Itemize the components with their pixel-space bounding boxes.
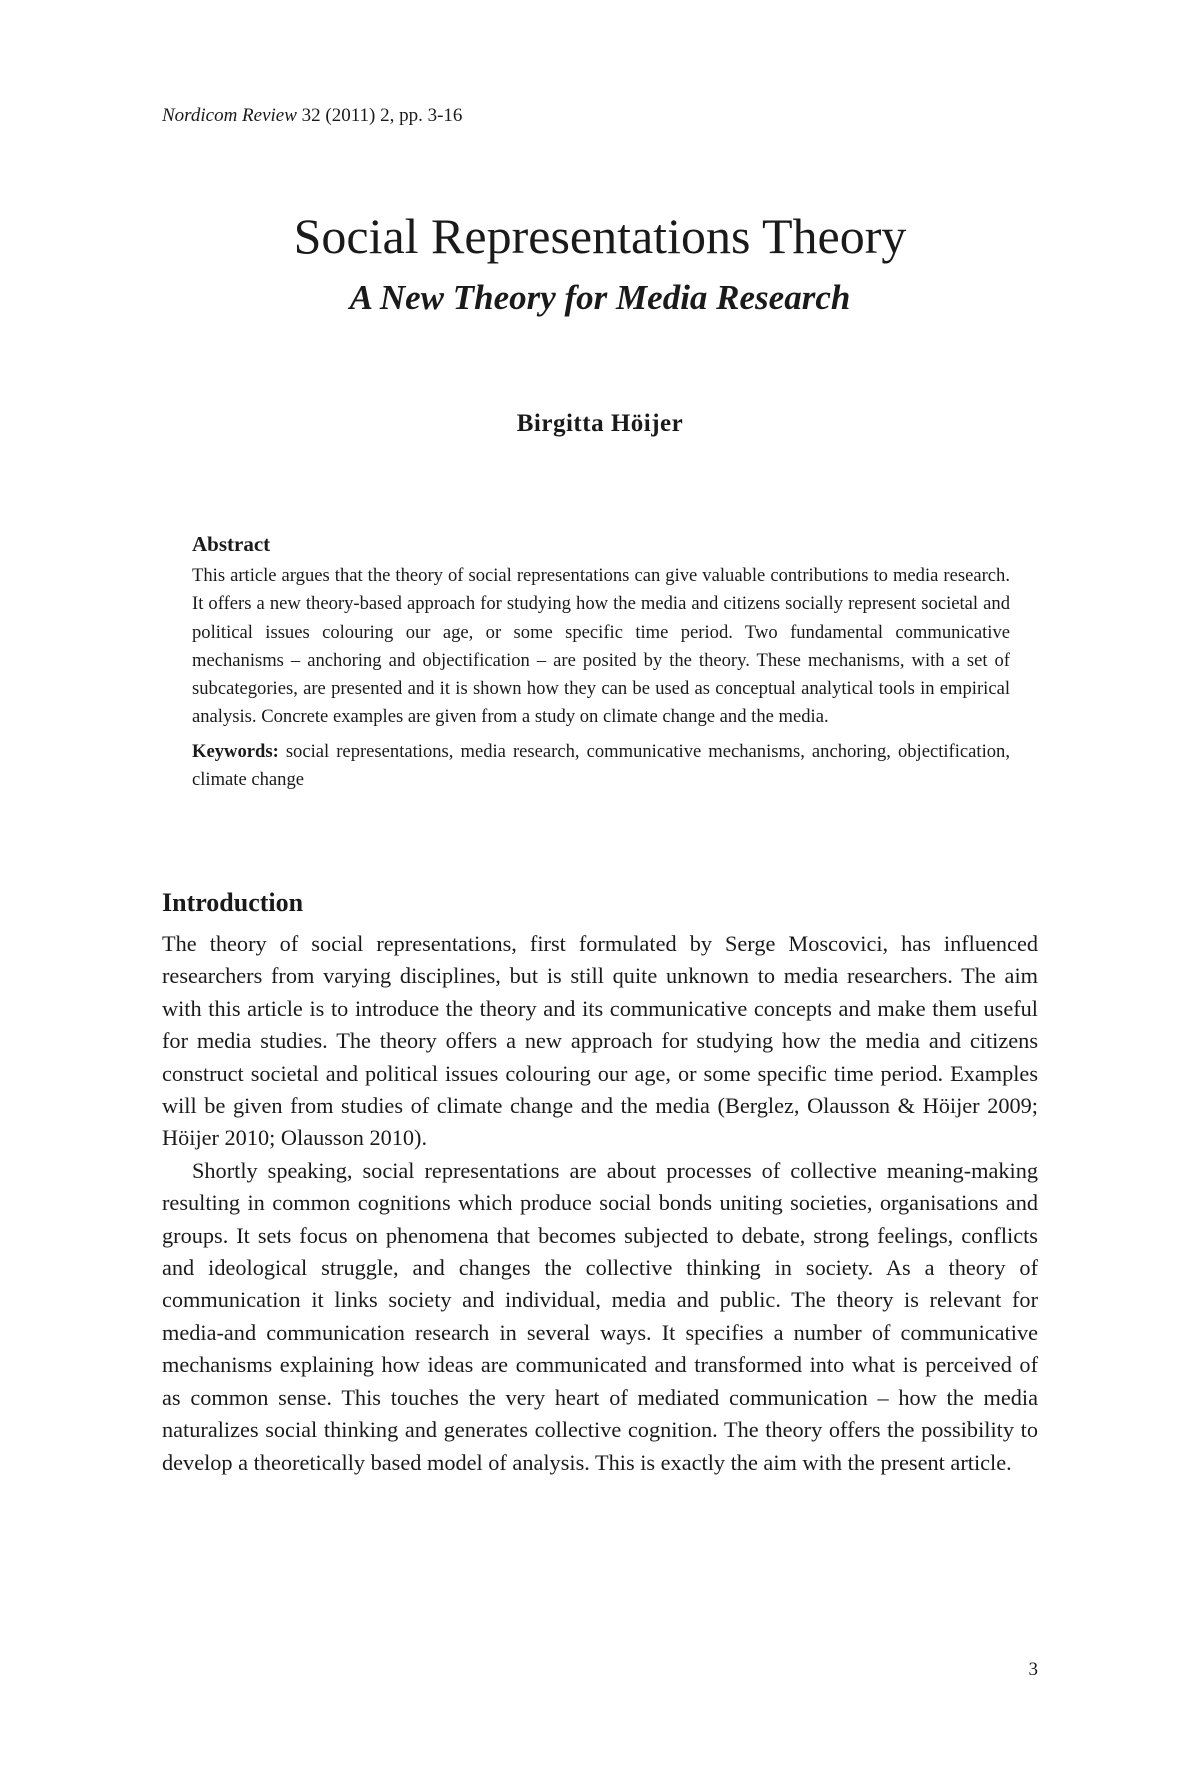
body-paragraph: Shortly speaking, social representations are about processes of collective meaning-making resulting in common cognitions which produce social bonds uniting societies, organisations and groups. It sets focus on phenomena that becomes subjected to debate, strong feelings, conflicts and ideological struggle, and changes the collective thinking in society. As a theory of communication it links society and individual, media and public. The theory is relevant for media-and communication research in several ways. It specifies a number of communicative mechanisms explaining how ideas are communicated and transformed into what is perceived of as common sense. This touches the very heart of mediated communication – how the media naturalizes social thinking and generates collective cognition. The theory offers the possibility to develop a theoretically based model of analysis. This is exactly the aim with the present article.: [162, 1157, 1038, 1475]
article-title: Social Representations Theory: [293, 208, 907, 264]
page-number: 3: [1028, 1659, 1038, 1680]
journal-reference: [162, 104, 462, 128]
author-name: Birgitta Höijer: [516, 410, 684, 437]
introduction-body: [162, 928, 1038, 1479]
journal-issue: 32 (2011) 2, pp. 3-16: [296, 105, 463, 126]
abstract-section: [192, 530, 1010, 794]
journal-name: Nordicom Review: [162, 105, 297, 126]
keywords-label: Keywords:: [192, 740, 279, 762]
keywords-text: social representations, media research, communicative mechanisms, anchoring, objectification, climate change: [192, 740, 1010, 791]
abstract-text: This article argues that the theory of social representations can give valuable contributions to media research. It offers a new theory-based approach for studying how the media and citizens socially represent societal and political issues colouring our age, or some specific time period. Two fundamental communicative mechanisms – anchoring and objectification – are posited by the theory. These mechanisms, with a set of subcategories, are presented and it is shown how they can be used as conceptual analytical tools in empirical analysis. Concrete examples are given from a study on climate change and the media.: [192, 565, 1010, 728]
introduction-heading: Introduction: [162, 888, 304, 917]
article-subtitle: A New Theory for Media Research: [349, 278, 851, 317]
body-paragraph: The theory of social representations, first formulated by Serge Moscovici, has influenced researchers from varying disciplines, but is still quite unknown to media researchers. The aim with this article is to introduce the theory and its communicative concepts and make them useful for media studies. The theory offers a new approach for studying how the media and citizens construct societal and political issues colouring our age, or some specific time period. Examples will be given from studies of climate change and the media (Berglez, Olausson & Höijer 2009; Höijer 2010; Olausson 2010).: [162, 931, 1038, 1151]
abstract-heading: Abstract: [192, 532, 271, 556]
keywords: [192, 738, 1010, 795]
